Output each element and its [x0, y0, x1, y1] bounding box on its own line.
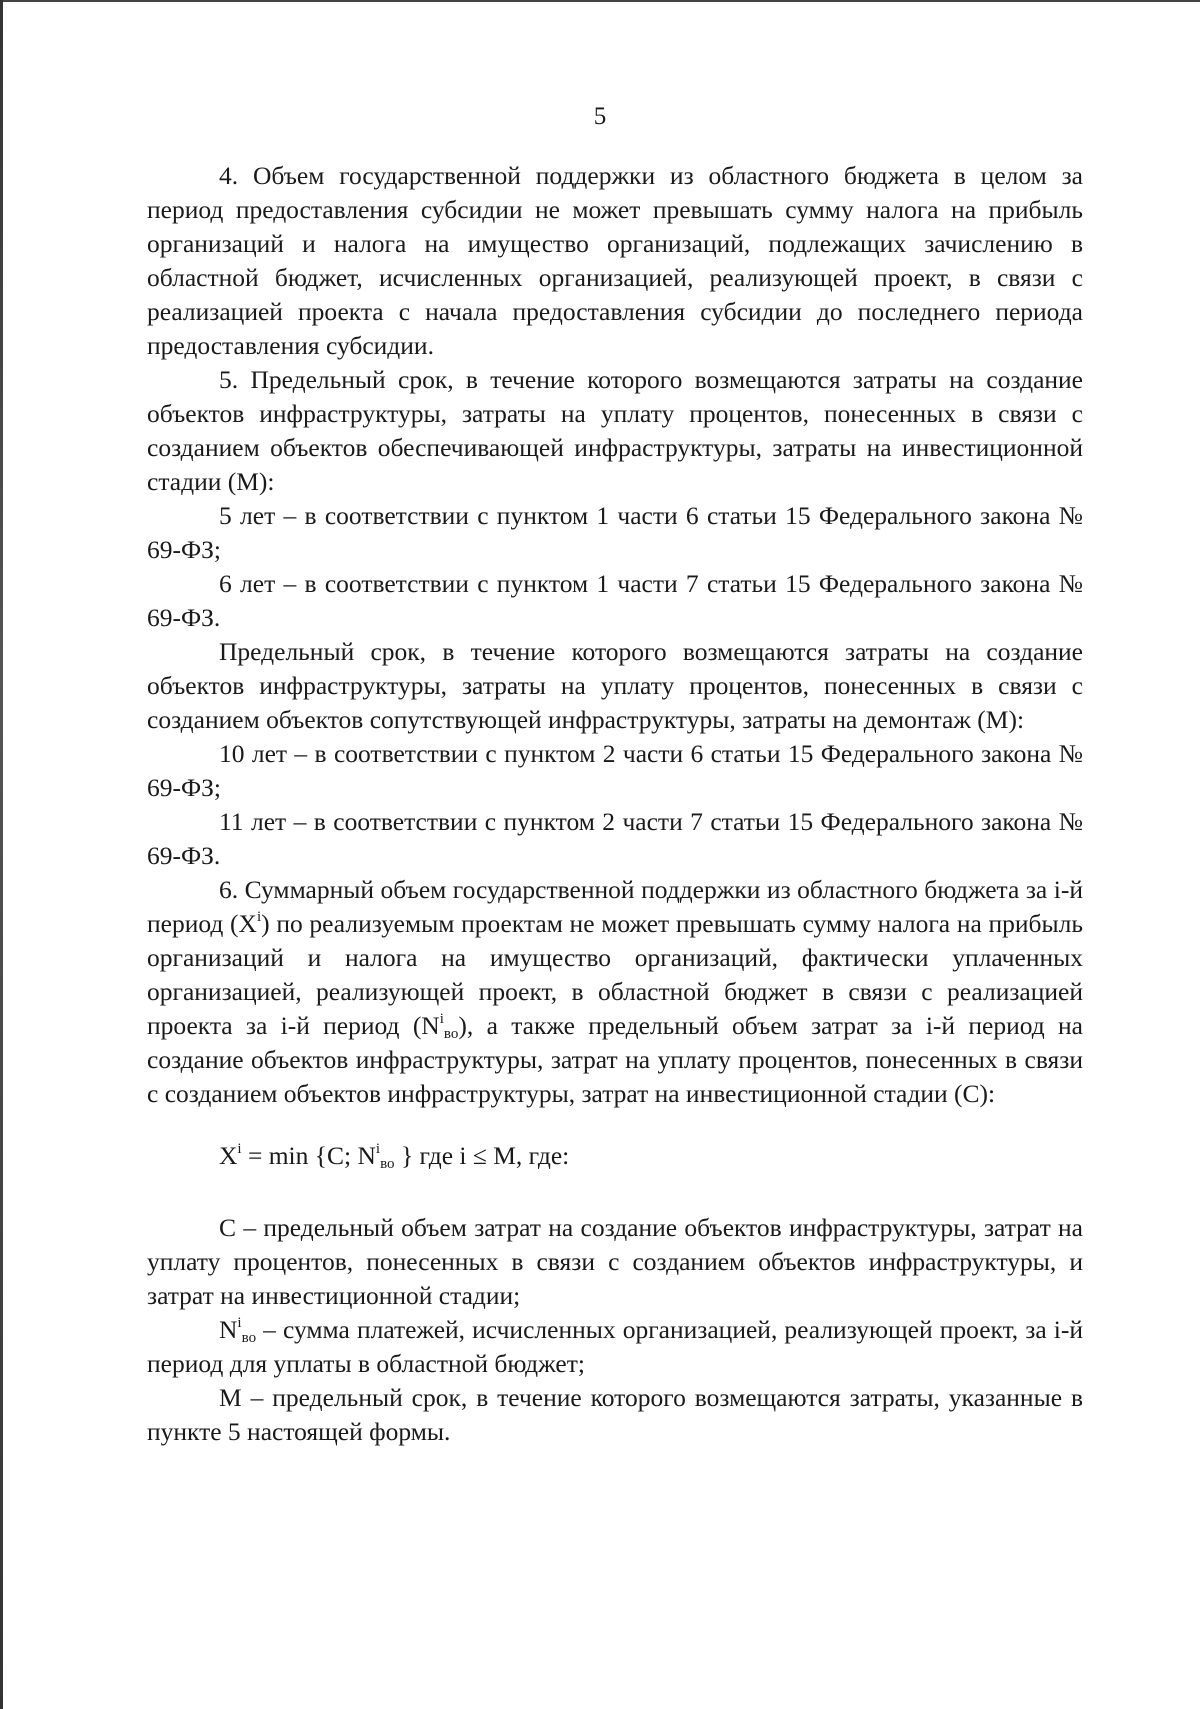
page-number: 5	[593, 103, 607, 130]
formula-n-sub: во	[380, 1156, 395, 1172]
formula-end: } где i ≤ M, где:	[394, 1141, 570, 1170]
document-body	[147, 159, 1083, 1449]
definition-n	[147, 1313, 1083, 1381]
paragraph-5-item-2: 6 лет – в соответствии с пунктом 1 части 7 статьи 15 Федерального закона № 69-ФЗ.	[147, 569, 1083, 632]
definition-n-symbol: N	[219, 1315, 238, 1344]
paragraph-6	[147, 873, 1083, 1111]
paragraph-4: 4. Объем государственной поддержки из областного бюджета в целом за период предоставления субсидии не может превышать сумму налога на прибыль организаций и налога на имущество организаций, подлежащих зачислению в областной бюджет, исчисленных организацией, реализующей проект, в связи с реализацией проекта с начала предоставления субсидии до последнего периода предоставления субсидии.	[147, 161, 1083, 360]
paragraph-5-second-item-1: 10 лет – в соответствии с пунктом 2 части 6 статьи 15 Федерального закона № 69-ФЗ;	[147, 739, 1083, 802]
definition-n-sub: во	[241, 1330, 257, 1346]
paragraph-5: 5. Предельный срок, в течение которого возмещаются затраты на создание объектов инфраструктуры, затраты на уплату процентов, понесенных в связи с созданием объектов обеспечивающей инфраструктуры, затраты на инвестиционной стадии (М):	[147, 365, 1083, 496]
paragraph-5-second-item-2: 11 лет – в соответствии с пунктом 2 части 7 статьи 15 Федерального закона № 69-ФЗ.	[147, 807, 1083, 870]
superscript-i: i	[256, 909, 262, 925]
superscript-i: i	[439, 1011, 444, 1027]
paragraph-6-part-c: ), а также предельный объем затрат за i-й период на создание объектов инфраструктуры, затрат на уплату процентов, понесенных в связи с созданием объектов инфраструктуры, затрат на инвестиционной стадии (С):	[147, 1011, 1083, 1108]
scan-left-edge	[0, 0, 3, 1709]
formula-n-sup: i	[375, 1141, 381, 1157]
paragraph-5-item-1: 5 лет – в соответствии с пунктом 1 части 6 статьи 15 Федерального закона № 69-ФЗ;	[147, 501, 1083, 564]
definition-c: С – предельный объем затрат на создание объектов инфраструктуры, затрат на уплату процентов, понесенных в связи с созданием объектов инфраструктуры, и затрат на инвестиционной стадии;	[147, 1213, 1083, 1310]
formula-mid: = min {C; N	[241, 1141, 376, 1170]
formula	[147, 1139, 1083, 1173]
formula-x-sup: i	[237, 1141, 242, 1157]
definition-n-text: – сумма платежей, исчисленных организацией, реализующей проект, за i-й период для уплаты в областной бюджет;	[147, 1315, 1083, 1378]
scan-top-edge	[0, 0, 1200, 2]
subscript-vo: во	[443, 1026, 459, 1042]
paragraph-5-second: Предельный срок, в течение которого возмещаются затраты на создание объектов инфраструктуры, затраты на уплату процентов, понесенных в связи с созданием объектов сопутствующей инфраструктуры, затраты на демонтаж (М):	[147, 637, 1083, 734]
paragraph-6-part-b: ) по реализуемым проектам не может превышать сумму налога на прибыль организаций и налога на имущество организаций, фактически уплаченных организацией, реализующей проект, в областной бюджет в связи с реализацией проекта за i-й период (N	[147, 909, 1083, 1040]
paragraph-6-part-a: 6. Суммарный объем государственной поддержки из областного бюджета за i-й период (X	[147, 875, 1083, 938]
definition-n-sup: i	[237, 1315, 242, 1331]
definition-m: М – предельный срок, в течение которого возмещаются затраты, указанные в пункте 5 настоящей формы.	[147, 1383, 1083, 1446]
formula-x: X	[219, 1141, 238, 1170]
